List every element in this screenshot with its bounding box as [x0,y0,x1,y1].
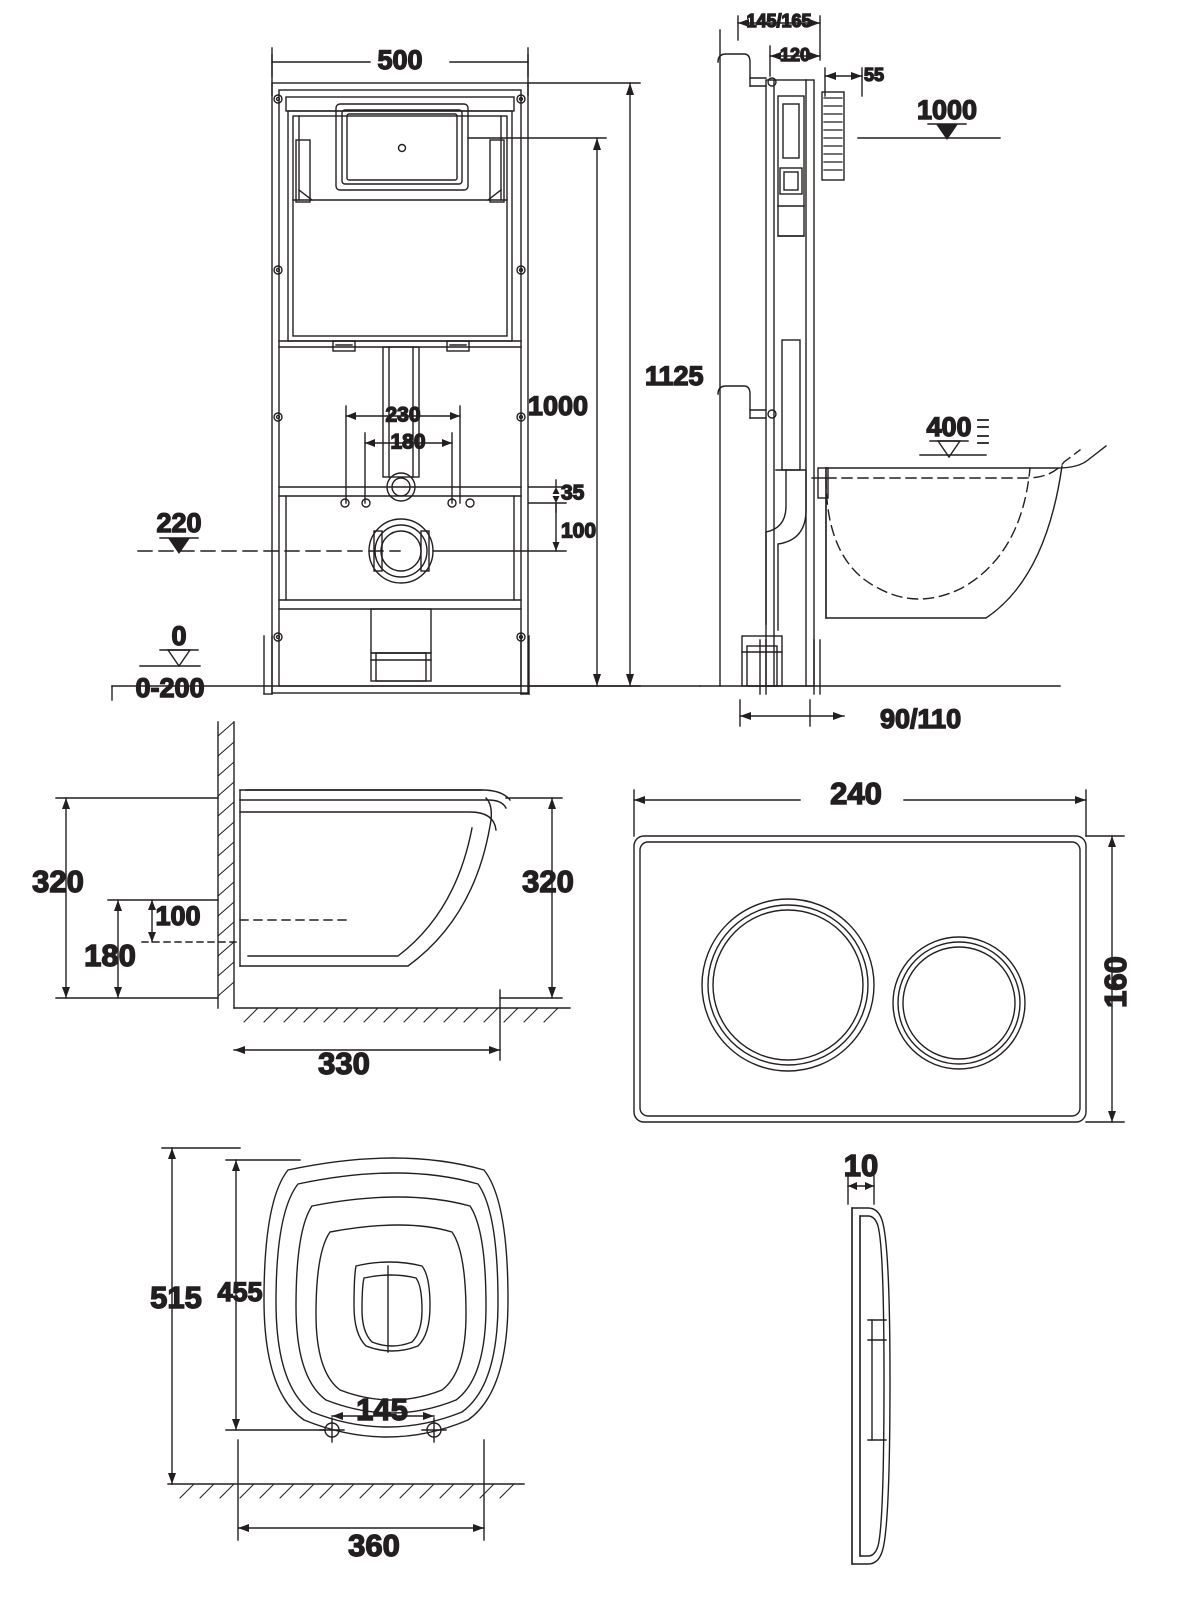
dim-pan-projection-330: 330 [318,1046,370,1082]
dim-pan-height-left: 320 [32,864,84,900]
view-pan-plan [150,1148,524,1563]
dim-plate-thickness-10: 10 [843,1148,879,1184]
full-flush-button[interactable] [702,899,874,1071]
level-marker-0: 0 [171,621,187,652]
half-flush-button[interactable] [893,937,1025,1069]
dim-plate-width-240: 240 [830,776,882,812]
dim-outlet-90-110: 90/110 [880,704,962,735]
dim-frame-cistern-height: 1000 [527,391,588,422]
view-flush-plate-front [634,776,1133,1122]
dim-frame-total-height: 1125 [645,361,704,392]
dim-pan-outlet-100: 100 [155,901,201,932]
view-flush-plate-side [844,1148,890,1564]
dim-plate-height-160: 160 [1098,956,1134,1008]
dim-outlet-height-100: 100 [561,519,597,543]
dim-pan-180: 180 [84,938,136,974]
dim-plan-inner-455: 455 [217,1277,263,1308]
view-frame-side [700,11,1106,734]
dim-floor-adjust-0-200: 0-200 [135,673,205,704]
level-marker-1000: 1000 [916,95,978,126]
dim-offset-35: 35 [561,481,585,505]
dim-depth-55: 55 [863,64,885,85]
dim-pan-height-right: 320 [522,864,574,900]
dim-fixing-centres-230: 230 [385,403,421,427]
dim-depth-range: 145/165 [746,10,812,31]
level-marker-400: 400 [926,412,972,443]
dim-plan-fixing-145: 145 [356,1392,408,1428]
level-marker-220: 220 [156,508,202,539]
view-frame-front [112,45,704,703]
dim-fixing-centres-180: 180 [390,430,426,454]
dim-plan-width-360: 360 [348,1528,400,1564]
dim-frame-width: 500 [377,45,423,76]
dim-plan-overall-515: 515 [150,1280,202,1316]
view-pan-side [32,722,574,1081]
dim-depth-120: 120 [779,44,811,65]
